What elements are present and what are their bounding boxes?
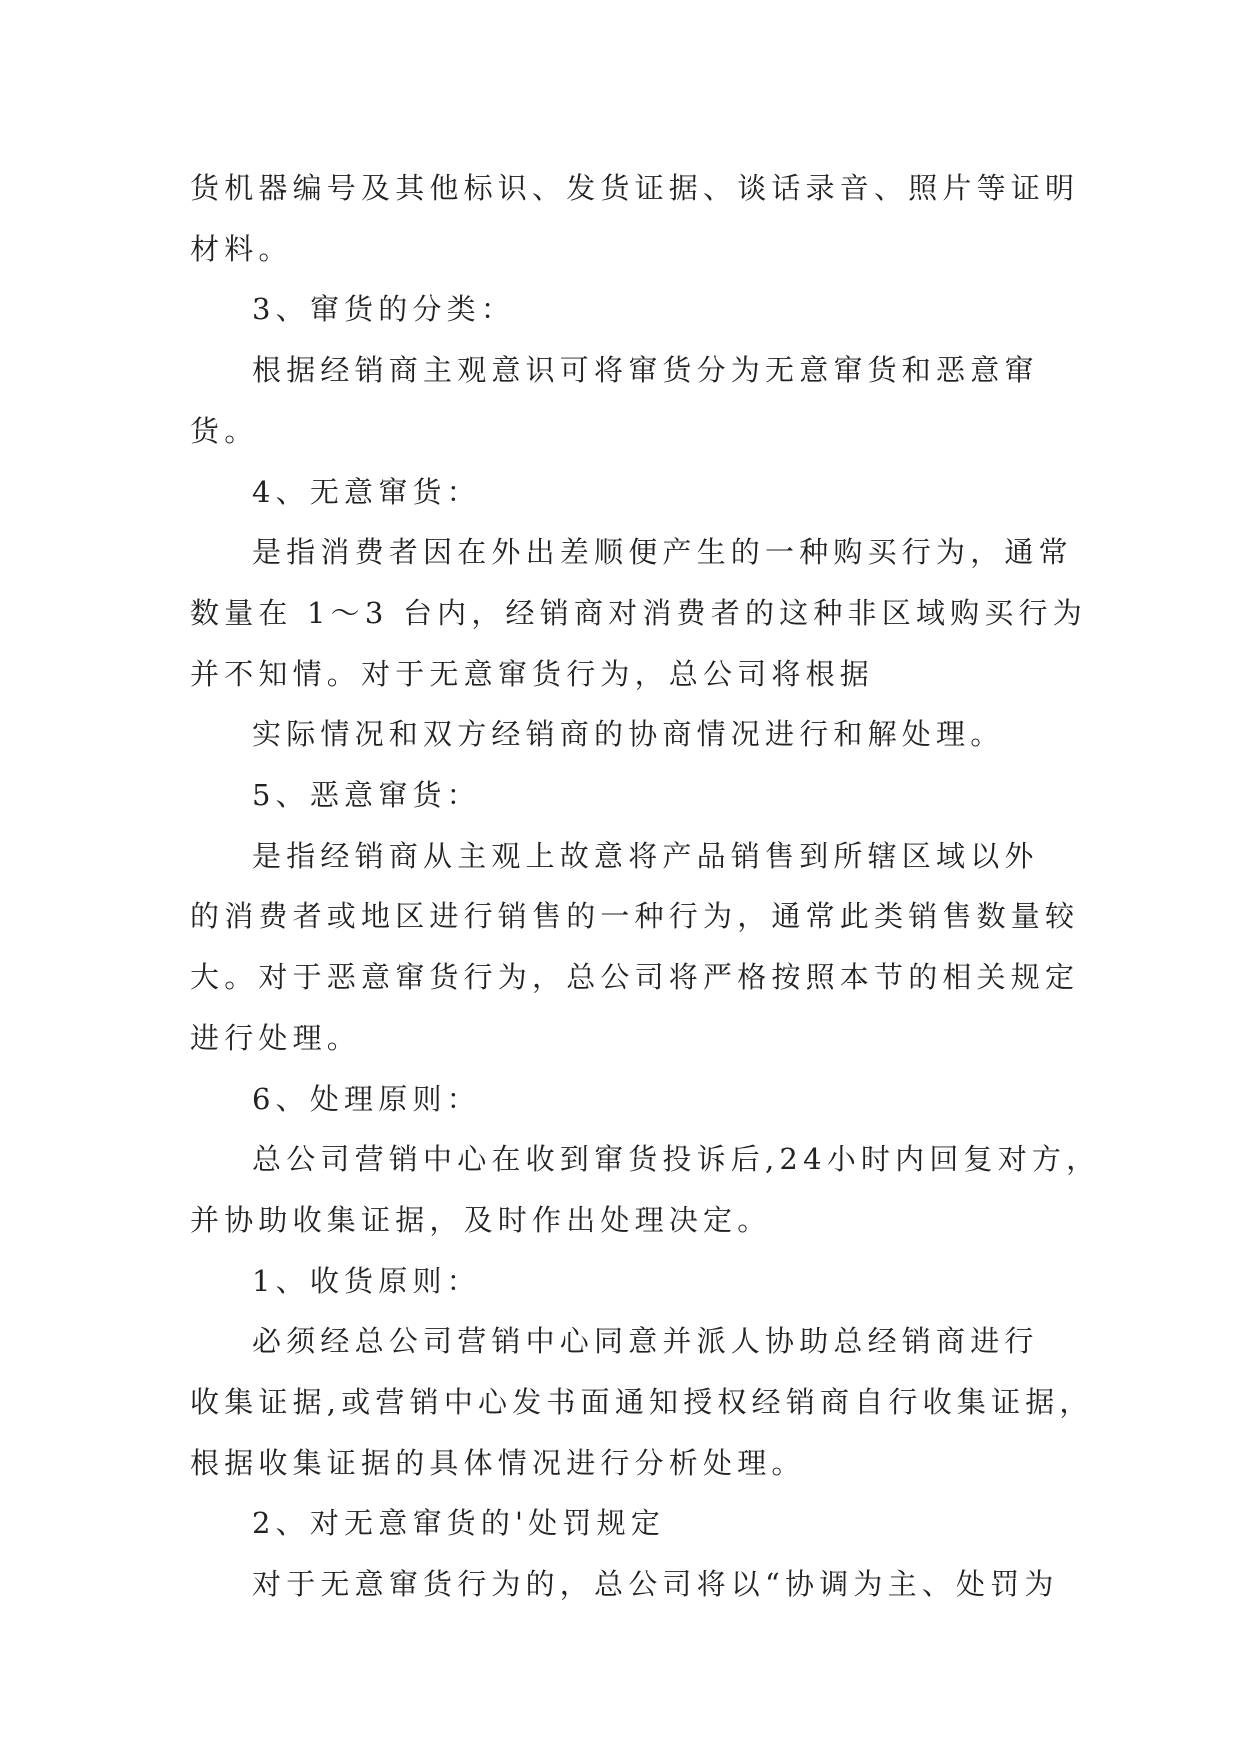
section-heading: 2、对无意窜货的'处罚规定 [252,1506,666,1541]
text-line: 是指消费者因在外出差顺便产生的一种购买行为，通常 [252,535,1073,570]
text-line: 收集证据,或营销中心发书面通知授权经销商自行收集证据， [190,1385,1094,1420]
text-line: 数量在 1～3 台内，经销商对消费者的这种非区域购买行为 [190,595,1087,630]
text-line: 根据收集证据的具体情况进行分析处理。 [190,1445,806,1480]
document-body [190,158,1101,1615]
text-line: 总公司营销中心在收到窜货投诉后,24小时内回复对方， [252,1142,1101,1177]
section-heading: 1、收货原则： [252,1263,481,1298]
text-line: 货。 [190,413,259,448]
text-line: 并协助收集证据，及时作出处理决定。 [190,1202,772,1237]
text-line: 必须经总公司营销中心同意并派人协助总经销商进行 [252,1324,1039,1359]
text-line: 材料。 [190,231,293,266]
section-heading: 4、无意窜货： [252,474,481,509]
text-line: 对于无意窜货行为的，总公司将以“协调为主、处罚为 [252,1567,1059,1602]
section-heading: 3、窜货的分类： [252,292,516,327]
text-line: 是指经销商从主观上故意将产品销售到所辖区域以外 [252,838,1039,873]
text-line: 实际情况和双方经销商的协商情况进行和解处理。 [252,717,1005,752]
text-line: 货机器编号及其他标识、发货证据、谈话录音、照片等证明 [190,171,1080,205]
text-line: 进行处理。 [190,1020,362,1055]
text-line: 大。对于恶意窜货行为，总公司将严格按照本节的相关规定 [190,960,1080,995]
section-heading: 6、处理原则： [252,1081,481,1116]
text-line: 的消费者或地区进行销售的一种行为，通常此类销售数量较 [190,899,1080,934]
section-heading: 5、恶意窜货： [252,778,481,813]
text-line: 并不知情。对于无意窜货行为，总公司将根据 [190,656,875,691]
text-line: 根据经销商主观意识可将窜货分为无意窜货和恶意窜 [252,353,1039,388]
